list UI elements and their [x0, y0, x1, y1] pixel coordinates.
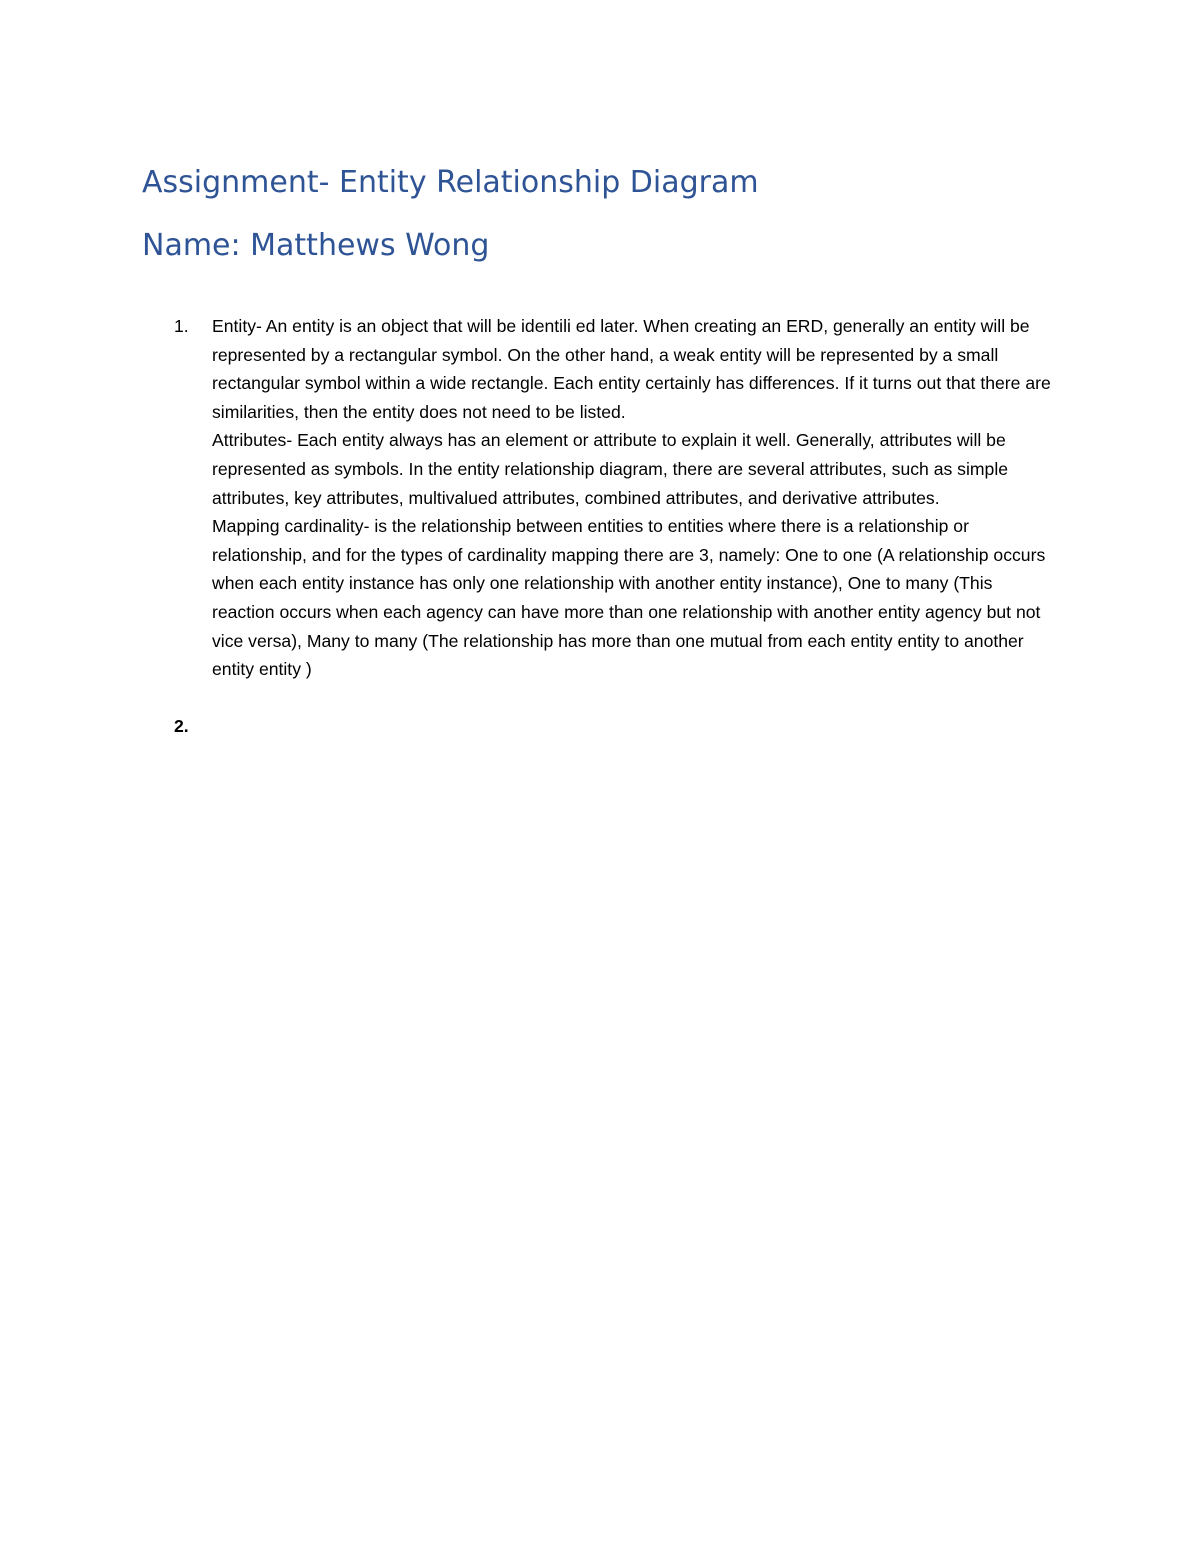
mapping-cardinality-paragraph: Mapping cardinality- is the relationship between entities to entities where there is a relationship or relationship, and for the types of cardinality mapping there are 3, namely: One to one (A relationship occurs when each entity instance has only one relationship with another entity instance), One to many (This reaction occurs when each agency can have more than one relationship with another entity agency but not vice versa), Many to many (The relationship has more than one mutual from each entity entity to another entity entity ) [212, 516, 1046, 680]
document-title: Assignment- Entity Relationship Diagram [142, 165, 759, 200]
attributes-paragraph: Attributes- Each entity always has an element or attribute to explain it well. Generally, attributes will be represented as symbols. In the entity relationship diagram, there are several attributes, such as simple attributes, key attributes, multivalued attributes, combined attributes, and derivative attributes. [212, 430, 1009, 508]
list-item-1 [174, 312, 1054, 684]
list-number: 1. [174, 316, 189, 336]
author-name: Name: Matthews Wong [142, 228, 490, 263]
entity-paragraph: Entity- An entity is an object that will be identili ed later. When creating an ERD, generally an entity will be represented by a rectangular symbol. On the other hand, a weak entity will be represented by a small rectangular symbol within a wide rectangle. Each entity certainly has differences. If it turns out that there are similarities, then the entity does not need to be listed. [212, 316, 1051, 422]
numbered-list [174, 312, 1054, 736]
list-number: 2. [174, 715, 189, 736]
